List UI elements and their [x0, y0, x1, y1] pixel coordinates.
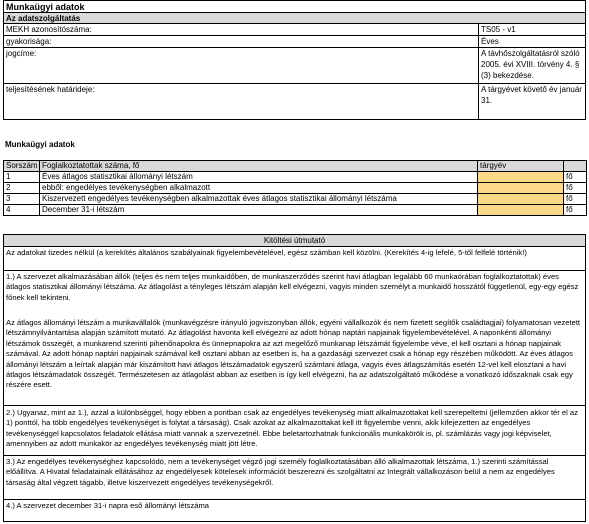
- instructions-box: [3, 234, 586, 522]
- row-number: 3: [4, 194, 40, 205]
- instruction-paragraph: Az átlagos állományi létszám a munkavállalók (munkavégzésre irányuló jogviszonyban állók, egyéni vállalkozók és nem fizetett segítők családtagjai) folyamatosan vezetett létszámnyilvántartása alapján számított mutató. Az átlagolást havonta kell elvégezni az adott hónap naptári napjainak figyelembevételével. A naponkénti állományi létszámok összegét, a munkarend szerinti pihenőnapokra és ünnepnapokra az azt megelőző munkanap létszámát figyelembe véve, el kell osztani a hónap napjainak számával. Az adott hónap naptári napjainak számával kell osztani abban az esetben is, ha a gazdasági szervezet csak a hónap egy részében működött. Az éves átlagos állományi létszám a leírtak alapján már kiszámított havi átlagos létszámadatok egyszerű számtani átlaga, vagyis éves átlagszámítás esetén 12-vel kell elosztani a havi átlagos létszámadatok összegét. Természetesen az átlagolást abban az esetben is így kell elvégezni, ha az adatszolgáltató működése a vonatkozó időszaknak csak egy részére esett.: [6, 318, 581, 390]
- row-label: Éves átlagos statisztikai állományi létszám: [40, 172, 478, 183]
- meta-row-deadline: [3, 84, 586, 120]
- meta-label: jogcíme:: [6, 49, 37, 58]
- unit-cell: fő: [564, 172, 587, 183]
- value-input-cell[interactable]: [478, 194, 564, 205]
- meta-value: A tárgyévet követő év január 31.: [478, 84, 584, 119]
- table-row: [4, 183, 587, 194]
- row-number: 2: [4, 183, 40, 194]
- unit-cell: fő: [564, 183, 587, 194]
- value-input-cell[interactable]: [478, 205, 564, 216]
- divider: [4, 499, 585, 500]
- column-header: Foglalkoztatottak száma, fő: [40, 161, 478, 172]
- row-number: 4: [4, 205, 40, 216]
- instruction-paragraph: 3.) Az engedélyes tevékenységhez kapcsolódó, nem a tevékenységet végző jogi személy foglalkoztatásában álló alkalmazottak létszáma, 1.) szerinti számítással előállítva. A Hivatal feladatainak ellátásához az engedélyesek kötelesek információt beszerezni és szolgáltatni az Integrált vállalkozáson belül a nem az engedélyes társaság által végzett tágabb, illetve kiszervezett engedélyes tevékenységekről.: [6, 457, 555, 487]
- meta-row-id: [3, 24, 586, 36]
- divider: [4, 405, 585, 406]
- table-row: [4, 194, 587, 205]
- meta-value: A távhőszolgáltatásról szóló 2005. évi XVIII. törvény 4. § (3) bekezdése.: [478, 48, 584, 83]
- instructions-title: Kitöltési útmutató: [4, 235, 585, 247]
- section-header-data-service: Az adatszolgáltatás: [3, 12, 586, 24]
- instruction-paragraph: 2.) Ugyanaz, mint az 1.), azzal a különbséggel, hogy ebben a pontban csak az engedélyes tevékenység miatt alkalmazottakat kell szerepeltetni (jellemzően akkor tér el az 1) ponttól, ha több engedélyes tevékenységet is folytat a társaság). Csak azokat az alkalmazottakat kell itt figyelembe venni, akik kifejezetten az engedélyes tevékenységgel kapcsolatos feladatok ellátása miatt vannak a szervezetnél. Ebbe beletartozhatnak funkcionális munkakörök is, pl. számlázás vagy jogi képviselet, amennyiben az adott munkakör az engedélyes tevékenység miatt jött létre.: [6, 408, 578, 449]
- column-header: Sorszám: [4, 161, 40, 172]
- value-input-cell[interactable]: [478, 172, 564, 183]
- table-header-row: [4, 161, 587, 172]
- divider: [4, 455, 585, 456]
- meta-label: gyakorisága:: [6, 37, 52, 46]
- section-title: Munkaügyi adatok: [5, 140, 75, 149]
- value-input-cell[interactable]: [478, 183, 564, 194]
- unit-cell: fő: [564, 205, 587, 216]
- page-title: Munkaügyi adatok: [3, 0, 586, 12]
- row-label: ebből: engedélyes tevékenységben alkalmazott: [40, 183, 478, 194]
- employment-data-table: [3, 160, 587, 216]
- column-header: tárgyév: [478, 161, 564, 172]
- meta-value: Éves: [478, 36, 584, 47]
- instruction-paragraph: 1.) A szervezet alkalmazásában állók (teljes és nem teljes munkaidőben, de munkaszerződés szerint havi átlagban legalább 60 munkaórában foglalkoztatottak) éves átlagos statisztikai állományi létszáma. Az átlagolást a tényleges létszám alapján kell elvégezni, vagyis minden személyt a munkaidő hosszától függetlenül, egy-egy egész főnek kell tekinteni.: [6, 272, 579, 302]
- divider: [4, 270, 585, 271]
- meta-value: TS05 - v1: [478, 24, 584, 35]
- meta-row-frequency: [3, 36, 586, 48]
- instruction-paragraph: 4.) A szervezet december 31-i napra eső állományi létszáma: [6, 501, 210, 510]
- meta-row-legal-basis: [3, 48, 586, 84]
- instruction-paragraph: Az adatokat tizedes nélkül (a kerekítés általános szabályainak figyelembevételével, egész számban kell közölni. (Kerekítés 4-ig lefelé, 5-től felfelé történik!): [6, 248, 527, 257]
- unit-cell: fő: [564, 194, 587, 205]
- meta-label: MEKH azonosítószáma:: [6, 25, 92, 34]
- row-label: December 31-i létszám: [40, 205, 478, 216]
- table-row: [4, 205, 587, 216]
- row-number: 1: [4, 172, 40, 183]
- meta-label: teljesítésének határideje:: [6, 85, 95, 94]
- row-label: Kiszervezett engedélyes tevékenységben alkalmazottak éves átlagos statisztikai állományi létszáma: [40, 194, 478, 205]
- table-row: [4, 172, 587, 183]
- column-header: [564, 161, 587, 172]
